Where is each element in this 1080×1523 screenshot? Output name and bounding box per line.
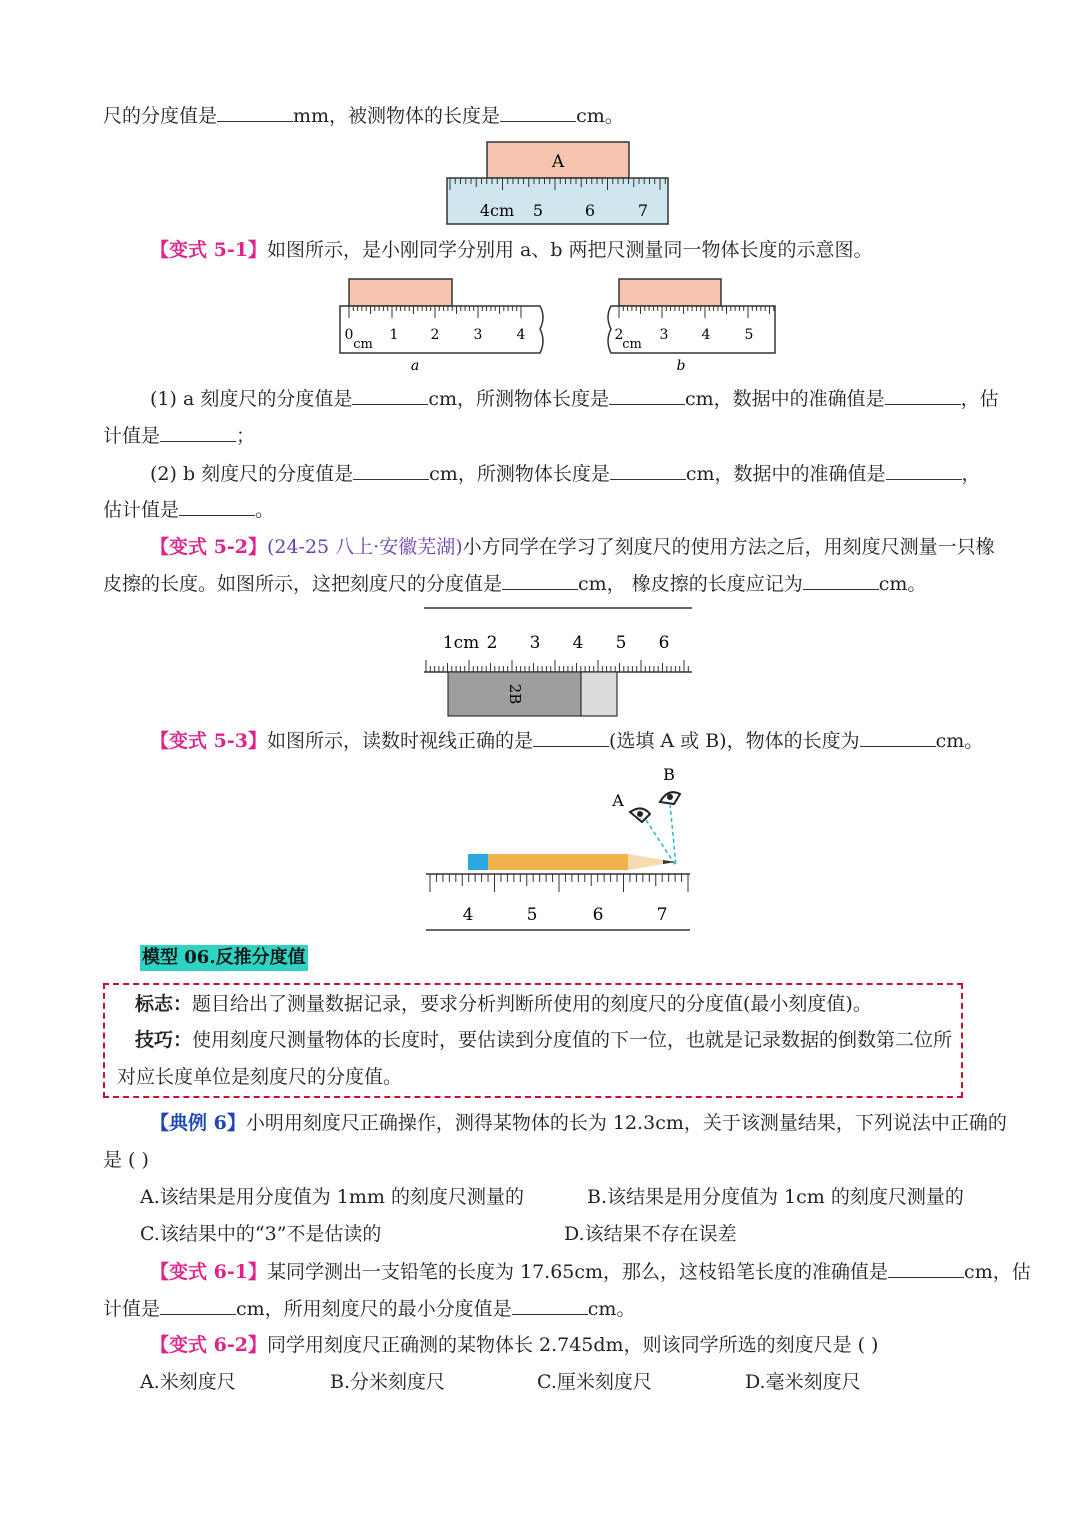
ex6-option-a[interactable]: A.该结果是用分度值为 1mm 的刻度尺测量的 xyxy=(140,1186,524,1208)
ex6-option-b[interactable]: B.该结果是用分度值为 1cm 的刻度尺测量的 xyxy=(587,1186,964,1208)
tick-label: 1 xyxy=(389,327,399,343)
q-text: 计值是 xyxy=(103,425,161,447)
tick-label: 7 xyxy=(656,905,668,925)
q5-unit2: cm。 xyxy=(576,105,624,127)
q-text: 。 xyxy=(255,499,275,521)
tick-label: 4 xyxy=(462,905,474,925)
answer-blank[interactable] xyxy=(160,1296,236,1315)
q-text: ， xyxy=(961,463,981,485)
v6-2-option-b[interactable]: B.分米刻度尺 xyxy=(330,1371,446,1393)
q-text: ，估 xyxy=(960,388,999,410)
q-text: cm，所用刻度尺的最小分度值是 xyxy=(236,1298,512,1320)
tick-label: 5 xyxy=(526,905,538,925)
v6-1-tag: 【变式 6-1】 xyxy=(150,1261,267,1283)
block-b xyxy=(619,279,721,306)
ex6-option-d[interactable]: D.该结果不存在误差 xyxy=(564,1223,737,1245)
answer-blank[interactable] xyxy=(610,461,686,480)
figure-eraser-ruler xyxy=(418,600,698,722)
v5-1-tag: 【变式 5-1】 xyxy=(150,239,267,261)
tick-label: 3 xyxy=(473,327,483,343)
sight-line-b xyxy=(670,804,676,866)
ex6-option-c[interactable]: C.该结果中的“3”不是估读的 xyxy=(140,1223,382,1245)
q-text: (2) b 刻度尺的分度值是 xyxy=(150,463,354,485)
answer-blank[interactable] xyxy=(502,571,578,590)
answer-blank[interactable] xyxy=(217,103,293,122)
q-text: 同学用刻度尺正确测的某物体长 2.745dm，则该同学所选的刻度尺是 ( ) xyxy=(266,1334,879,1356)
answer-blank[interactable] xyxy=(885,386,961,405)
eraser-label: 2B xyxy=(506,683,524,705)
answer-blank[interactable] xyxy=(609,386,685,405)
v6-2-option-c[interactable]: C.厘米刻度尺 xyxy=(537,1371,652,1393)
tick-label: 1cm xyxy=(442,633,480,653)
block-a xyxy=(349,279,452,306)
q-text: cm，所测物体长度是 xyxy=(428,388,609,410)
tick-label: 5 xyxy=(532,201,544,220)
tick-label: 4 xyxy=(516,327,526,343)
eraser-sleeve xyxy=(581,672,617,716)
model-tip-line2 xyxy=(117,1064,402,1090)
tip-label: 技巧： xyxy=(135,1029,193,1051)
q-text: cm。 xyxy=(935,730,984,752)
model-tip-line1 xyxy=(135,1027,952,1053)
tick-label: 6 xyxy=(584,201,596,220)
figure-ruler-a xyxy=(440,140,676,228)
q-text: (1) a 刻度尺的分度值是 xyxy=(150,388,353,410)
tick-label: 6 xyxy=(592,905,604,925)
q5-unit1: mm，被测物体的长度是 xyxy=(293,105,501,127)
q-text: ； xyxy=(236,425,256,447)
ex6-tag: 【典例 6】 xyxy=(150,1112,246,1134)
answer-blank[interactable] xyxy=(886,461,962,480)
v5-1-text: 如图所示，是小刚同学分别用 a、b 两把尺测量同一物体长度的示意图。 xyxy=(266,239,873,261)
pencil-eraser xyxy=(468,854,488,870)
eye-label-b: B xyxy=(663,765,675,784)
answer-blank[interactable] xyxy=(352,386,428,405)
q-text: cm，数据中的准确值是 xyxy=(685,463,886,485)
eye-b-icon xyxy=(660,792,680,804)
q-text: 某同学测出一支铅笔的长度为 17.65cm，那么，这枝铅笔长度的准确值是 xyxy=(266,1261,889,1283)
answer-blank[interactable] xyxy=(500,103,576,122)
answer-blank[interactable] xyxy=(179,497,255,516)
answer-blank[interactable] xyxy=(533,728,609,747)
caption-a: a xyxy=(410,358,420,374)
tick-label: 2 xyxy=(614,327,624,343)
q-text: 小明用刻度尺正确操作，测得某物体的长为 12.3cm，关于该测量结果，下列说法中正确的 xyxy=(245,1112,1007,1134)
answer-blank[interactable] xyxy=(353,461,429,480)
tick-label: 4cm xyxy=(479,201,515,220)
answer-blank[interactable] xyxy=(160,423,236,442)
v5-3-line xyxy=(150,728,983,754)
q-text: cm，所测物体长度是 xyxy=(429,463,610,485)
v6-2-option-d[interactable]: D.毫米刻度尺 xyxy=(745,1371,861,1393)
tick-label: 4 xyxy=(572,633,584,653)
tick-label: 2 xyxy=(430,327,440,343)
v6-2-line xyxy=(150,1332,878,1358)
sign-text: 题目给出了测量数据记录，要求分析判断所使用的刻度尺的分度值(最小刻度值)。 xyxy=(192,993,872,1015)
answer-blank[interactable] xyxy=(888,1259,964,1278)
eye-label-a: A xyxy=(612,791,624,810)
model-06-badge: 模型 06.反推分度值 xyxy=(140,945,308,971)
tip-text2: 对应长度单位是刻度尺的分度值。 xyxy=(117,1066,403,1088)
q-text: 计值是 xyxy=(103,1298,161,1320)
block-label: A xyxy=(551,152,565,172)
ex6-line2 xyxy=(103,1147,149,1173)
tick-label: 0 xyxy=(344,327,354,343)
answer-blank[interactable] xyxy=(803,571,879,590)
v5-1-q2-line1 xyxy=(150,461,981,487)
v5-2-source: (24-25 八上·安徽芜湖) xyxy=(266,536,463,558)
caption-b: b xyxy=(676,358,686,374)
q5-prefix: 尺的分度值是 xyxy=(103,105,218,127)
figure-rulers-ab xyxy=(335,275,780,375)
v5-2-line1 xyxy=(150,534,995,560)
tick-label: 6 xyxy=(658,633,670,653)
v5-1-q1-line2 xyxy=(103,423,255,449)
tick-label: 7 xyxy=(637,201,649,220)
v6-1-line1 xyxy=(150,1259,1031,1285)
pencil-body xyxy=(488,854,628,870)
figure-pencil-ruler xyxy=(418,760,698,935)
tick-label: 5 xyxy=(744,327,754,343)
q-text: 皮擦的长度。如图所示，这把刻度尺的分度值是 xyxy=(103,573,503,595)
sign-label: 标志： xyxy=(135,993,193,1015)
v5-2-line2 xyxy=(103,571,926,597)
v5-1-q1-line1 xyxy=(150,386,999,412)
tick-label: 3 xyxy=(659,327,669,343)
q-text: 估计值是 xyxy=(103,499,180,521)
model-sign-line xyxy=(135,991,872,1017)
q5-tail-line xyxy=(103,103,624,129)
answer-blank[interactable] xyxy=(860,728,936,747)
q-text: cm。 xyxy=(878,573,927,595)
v5-3-tag: 【变式 5-3】 xyxy=(150,730,267,752)
v5-2-tag: 【变式 5-2】 xyxy=(150,536,267,558)
unit-label: cm xyxy=(622,337,642,352)
unit-label: cm xyxy=(353,337,373,352)
tick-label: 3 xyxy=(529,633,541,653)
q-text: cm，数据中的准确值是 xyxy=(685,388,885,410)
q-text: cm，估 xyxy=(964,1261,1031,1283)
v6-2-option-a[interactable]: A.米刻度尺 xyxy=(140,1371,236,1393)
q-text: cm， 橡皮擦的长度应记为 xyxy=(578,573,803,595)
v5-1-line xyxy=(150,237,873,263)
v5-1-q2-line2 xyxy=(103,497,274,523)
tick-label: 4 xyxy=(701,327,711,343)
q-text: cm。 xyxy=(587,1298,636,1320)
q-text: 如图所示，读数时视线正确的是 xyxy=(266,730,533,752)
v6-2-tag: 【变式 6-2】 xyxy=(150,1334,267,1356)
tip-text1: 使用刻度尺测量物体的长度时，要估读到分度值的下一位，也就是记录数据的倒数第二位所 xyxy=(192,1029,953,1051)
v5-2-text1: 小方同学在学习了刻度尺的使用方法之后，用刻度尺测量一只橡 xyxy=(462,536,995,558)
tick-label: 5 xyxy=(615,633,627,653)
v6-1-line2 xyxy=(103,1296,635,1322)
tick-label: 2 xyxy=(486,633,498,653)
answer-blank[interactable] xyxy=(512,1296,588,1315)
eye-a-icon xyxy=(630,808,650,822)
q-text: 是 ( ) xyxy=(103,1149,149,1171)
ex6-line1 xyxy=(150,1110,1007,1136)
q-text: (选填 A 或 B)，物体的长度为 xyxy=(608,730,860,752)
